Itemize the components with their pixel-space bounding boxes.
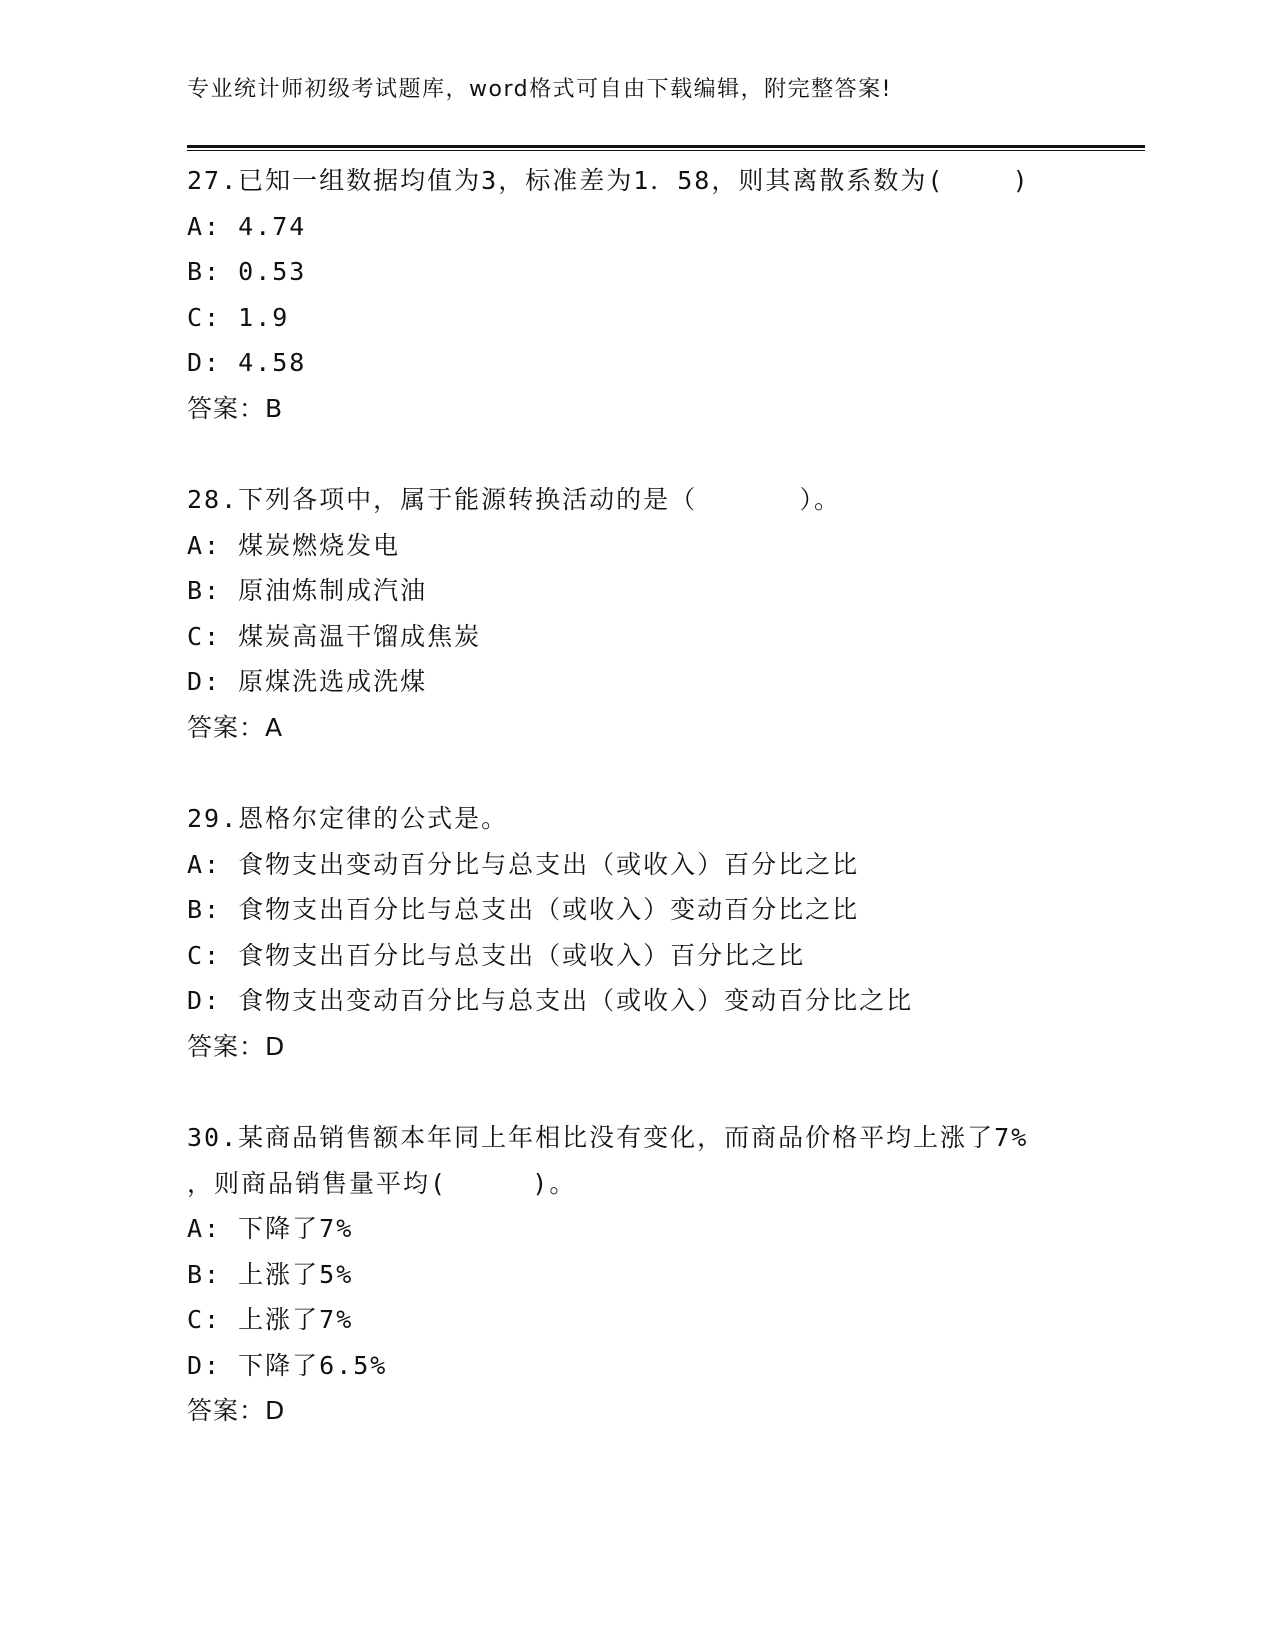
option-b: B: 原油炼制成汽油 <box>187 576 428 605</box>
option-b: B: 食物支出百分比与总支出（或收入）变动百分比之比 <box>187 895 860 924</box>
option-a: A: 4.74 <box>187 211 307 241</box>
question-stem: 27.已知一组数据均值为3，标准差为1．58，则其离散系数为( ) <box>187 166 1030 195</box>
option-b: B: 0.53 <box>187 257 307 286</box>
question-stem: 30.某商品销售额本年同上年相比没有变化，而商品价格平均上涨了7% <box>187 1123 1029 1152</box>
option-c: C: 煤炭高温干馏成焦炭 <box>187 621 482 651</box>
question-27 <box>187 158 1145 431</box>
header-divider <box>187 145 1145 151</box>
option-d: D: 4.58 <box>187 348 307 377</box>
option-c: C: 食物支出百分比与总支出（或收入）百分比之比 <box>187 940 806 970</box>
option-a: A: 煤炭燃烧发电 <box>187 530 401 560</box>
answer-line: 答案：D <box>187 1396 286 1425</box>
question-list <box>187 158 1145 1480</box>
question-stem: 28.下列各项中，属于能源转换活动的是（ ）。 <box>187 485 841 514</box>
answer-line: 答案：B <box>187 393 284 423</box>
answer-line: 答案：D <box>187 1031 286 1061</box>
page-header: 专业统计师初级考试题库，word格式可自由下载编辑，附完整答案! <box>187 77 892 102</box>
option-b: B: 上涨了5% <box>187 1259 354 1289</box>
answer-line: 答案：A <box>187 712 284 742</box>
option-a: A: 下降了7% <box>187 1214 354 1243</box>
question-stem-continued: ，则商品销售量平均( )。 <box>187 1168 577 1198</box>
option-d: D: 食物支出变动百分比与总支出（或收入）变动百分比之比 <box>187 986 914 1015</box>
option-c: C: 上涨了7% <box>187 1305 354 1334</box>
option-c: C: 1.9 <box>187 302 290 332</box>
option-d: D: 原煤洗选成洗煤 <box>187 667 428 696</box>
option-d: D: 下降了6.5% <box>187 1350 388 1380</box>
option-a: A: 食物支出变动百分比与总支出（或收入）百分比之比 <box>187 849 860 879</box>
question-28 <box>187 477 1145 750</box>
question-29 <box>187 796 1145 1069</box>
question-stem: 29.恩格尔定律的公式是。 <box>187 804 509 833</box>
question-30 <box>187 1115 1145 1434</box>
